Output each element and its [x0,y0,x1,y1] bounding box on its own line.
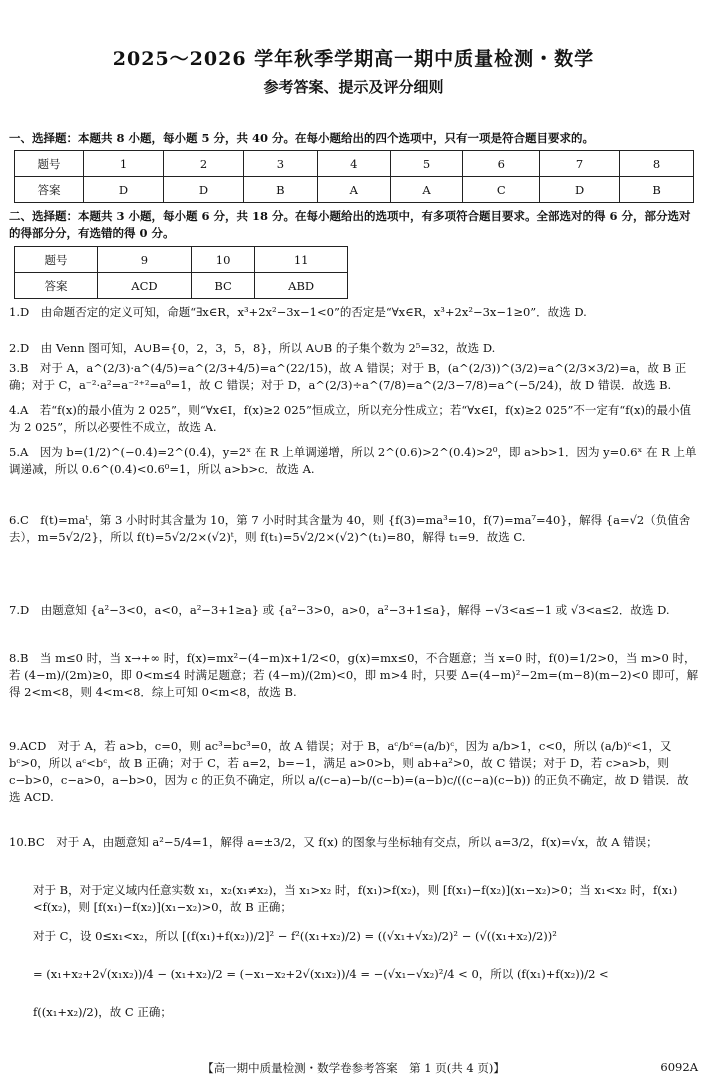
table-row [15,273,348,299]
solution-5: 5.A 因为 b=(1/2)^(−0.4)=2^(0.4)，y=2ˣ 在 R 上单调递增，所以 2^(0.6)>2^(0.4)>2⁰，即 a>b>1．因为 y=0.6ˣ 在 R 上单调递减，所以 0.6^(0.4)<0.6⁰=1，所以 a>b>c．故选 A. [9,445,697,476]
answer-cell: D [84,177,164,203]
answer-cell: B [243,177,317,203]
question-number: 1 [84,151,164,177]
section2-answer-table [14,246,348,299]
solution-4: 4.A 若“f(x)的最小值为 2 025”，则“∀x∈I，f(x)≥2 025”恒成立，所以充分性成立；若“∀x∈I，f(x)≥2 025”不一定有“f(x)的最小值为 2 025”，所以必要性不成立，故选 A. [9,403,691,434]
page-footer: 【高一期中质量检测・数学卷参考答案 第 1 页(共 4 页)】 [202,1061,505,1075]
solution-2: 2.D 由 Venn 图可知，A∪B={0，2，3，5，8}，所以 A∪B 的子集个数为 2⁵=32，故选 D. [9,341,496,355]
row-label-question: 题号 [15,247,98,273]
solution-6: 6.C f(t)=maᵗ，第 3 小时时其含量为 10，第 7 小时时其含量为 40，则 {f(3)=ma³=10，f(7)=ma⁷=40}，解得 {a=√2（负值舍去），m=5√2/2}，所以 f(t)=5√2/2×(√2)ᵗ，则 f(t₁)=5√2/2×(√2)^(t₁)=80，解得 t₁=9．故选 C. [9,513,691,544]
question-number: 10 [191,247,254,273]
section1-answer-table [14,150,694,203]
answer-cell: A [317,177,390,203]
question-number: 8 [620,151,694,177]
answer-cell: ACD [98,273,192,299]
question-number: 7 [540,151,620,177]
answer-cell: C [463,177,540,203]
solution-3: 3.B 对于 A，a^(2/3)·a^(4/5)=a^(2/3+4/5)=a^(22/15)，故 A 错误；对于 B，(a^(2/3))^(3/2)=a^(2/3×3/2)=a，故 B 正确；对于 C，a⁻²·a²=a⁻²⁺²=a⁰=1，故 C 错误；对于 D，a^(2/3)÷a^(7/8)=a^(2/3−7/8)=a^(−5/24)，故 D 错误．故选 B. [9,361,687,392]
question-number: 9 [98,247,192,273]
section1-header: 一、选择题：本题共 8 小题，每小题 5 分，共 40 分。在每小题给出的四个选项中，只有一项是符合题目要求的。 [9,131,595,145]
row-label-question: 题号 [15,151,84,177]
solution-10-a: 10.BC 对于 A，由题意知 a²−5/4=1，解得 a=±3/2，又 f(x) 的图象与坐标轴有交点，所以 a=3/2，f(x)=√x，故 A 错误； [9,835,658,849]
solution-10-d: = (x₁+x₂+2√(x₁x₂))/4 − (x₁+x₂)/2 = (−x₁−x₂+2√(x₁x₂))/4 = −(√x₁−√x₂)²/4 < 0，所以 (f(x₁)+f(x₂))/2 < [33,967,609,981]
question-number: 4 [317,151,390,177]
page-subtitle: 参考答案、提示及评分细则 [263,78,444,96]
solution-9: 9.ACD 对于 A，若 a>b，c=0，则 ac³=bc³=0，故 A 错误；对于 B，aᶜ/bᶜ=(a/b)ᶜ，因为 a/b>1，c<0，所以 (a/b)ᶜ<1，又 bᶜ>0，所以 aᶜ<bᶜ，故 B 正确；对于 C，若 a=2，b=−1，满足 a>0>b，则 ab+a²>0，故 C 错误；对于 D，若 c>a>b，则 c−b>0，c−a>0，a−b>0，因为 c 的正负不确定，所以 a/(c−a)−b/(c−b)=(a−b)c/((c−a)(c−b)) 的正负不确定，故 D 错误．故选 ACD. [9,739,689,804]
question-number: 5 [390,151,463,177]
solution-10-b: 对于 B，对于定义域内任意实数 x₁，x₂(x₁≠x₂)，当 x₁>x₂ 时，f(x₁)>f(x₂)，则 [f(x₁)−f(x₂)](x₁−x₂)>0；当 x₁<x₂ 时，f(x₁)<f(x₂)，则 [f(x₁)−f(x₂)](x₁−x₂)>0，故 B 正确； [33,883,678,914]
answer-cell: BC [191,273,254,299]
row-label-answer: 答案 [15,273,98,299]
question-number: 11 [255,247,348,273]
row-label-answer: 答案 [15,177,84,203]
question-number: 6 [463,151,540,177]
table-row [15,177,694,203]
question-number: 3 [243,151,317,177]
paper-code: 6092A [660,1060,698,1074]
answer-cell: ABD [255,273,348,299]
table-row [15,247,348,273]
solution-1: 1.D 由命题否定的定义可知，命题“∃x∈R，x³+2x²−3x−1<0”的否定是“∀x∈R，x³+2x²−3x−1≥0”．故选 D. [9,305,587,319]
solution-10-c: 对于 C，设 0≤x₁<x₂，所以 [(f(x₁)+f(x₂))/2]² − f²((x₁+x₂)/2) = ((√x₁+√x₂)/2)² − (√((x₁+x₂)/2))² [33,929,557,943]
answer-cell: D [540,177,620,203]
page-title: 2025～2026 学年秋季学期高一期中质量检测・数学 [112,48,595,70]
solution-7: 7.D 由题意知 {a²−3<0，a<0，a²−3+1≥a} 或 {a²−3>0，a>0，a²−3+1≤a}，解得 −√3<a≤−1 或 √3<a≤2．故选 D. [9,603,670,617]
solution-10-e: f((x₁+x₂)/2)，故 C 正确； [33,1005,172,1019]
section2-header: 二、选择题：本题共 3 小题，每小题 6 分，共 18 分。在每小题给出的选项中，有多项符合题目要求。全部选对的得 6 分，部分选对的得部分分，有选错的得 0 分。 [9,209,691,240]
table-row [15,151,694,177]
answer-cell: A [390,177,463,203]
answer-cell: D [163,177,243,203]
question-number: 2 [163,151,243,177]
answer-cell: B [620,177,694,203]
solution-8: 8.B 当 m≤0 时，当 x→+∞ 时，f(x)=mx²−(4−m)x+1/2<0，g(x)=mx≤0，不合题意；当 x=0 时，f(0)=1/2>0，当 m>0 时，若 (4−m)/(2m)≥0，即 0<m≤4 时满足题意；若 (4−m)/(2m)<0，即 m>4 时，只要 Δ=(4−m)²−2m=(m−8)(m−2)<0 即可，解得 2<m<8，则 4<m<8．综上可知 0<m<8，故选 B. [9,651,699,699]
